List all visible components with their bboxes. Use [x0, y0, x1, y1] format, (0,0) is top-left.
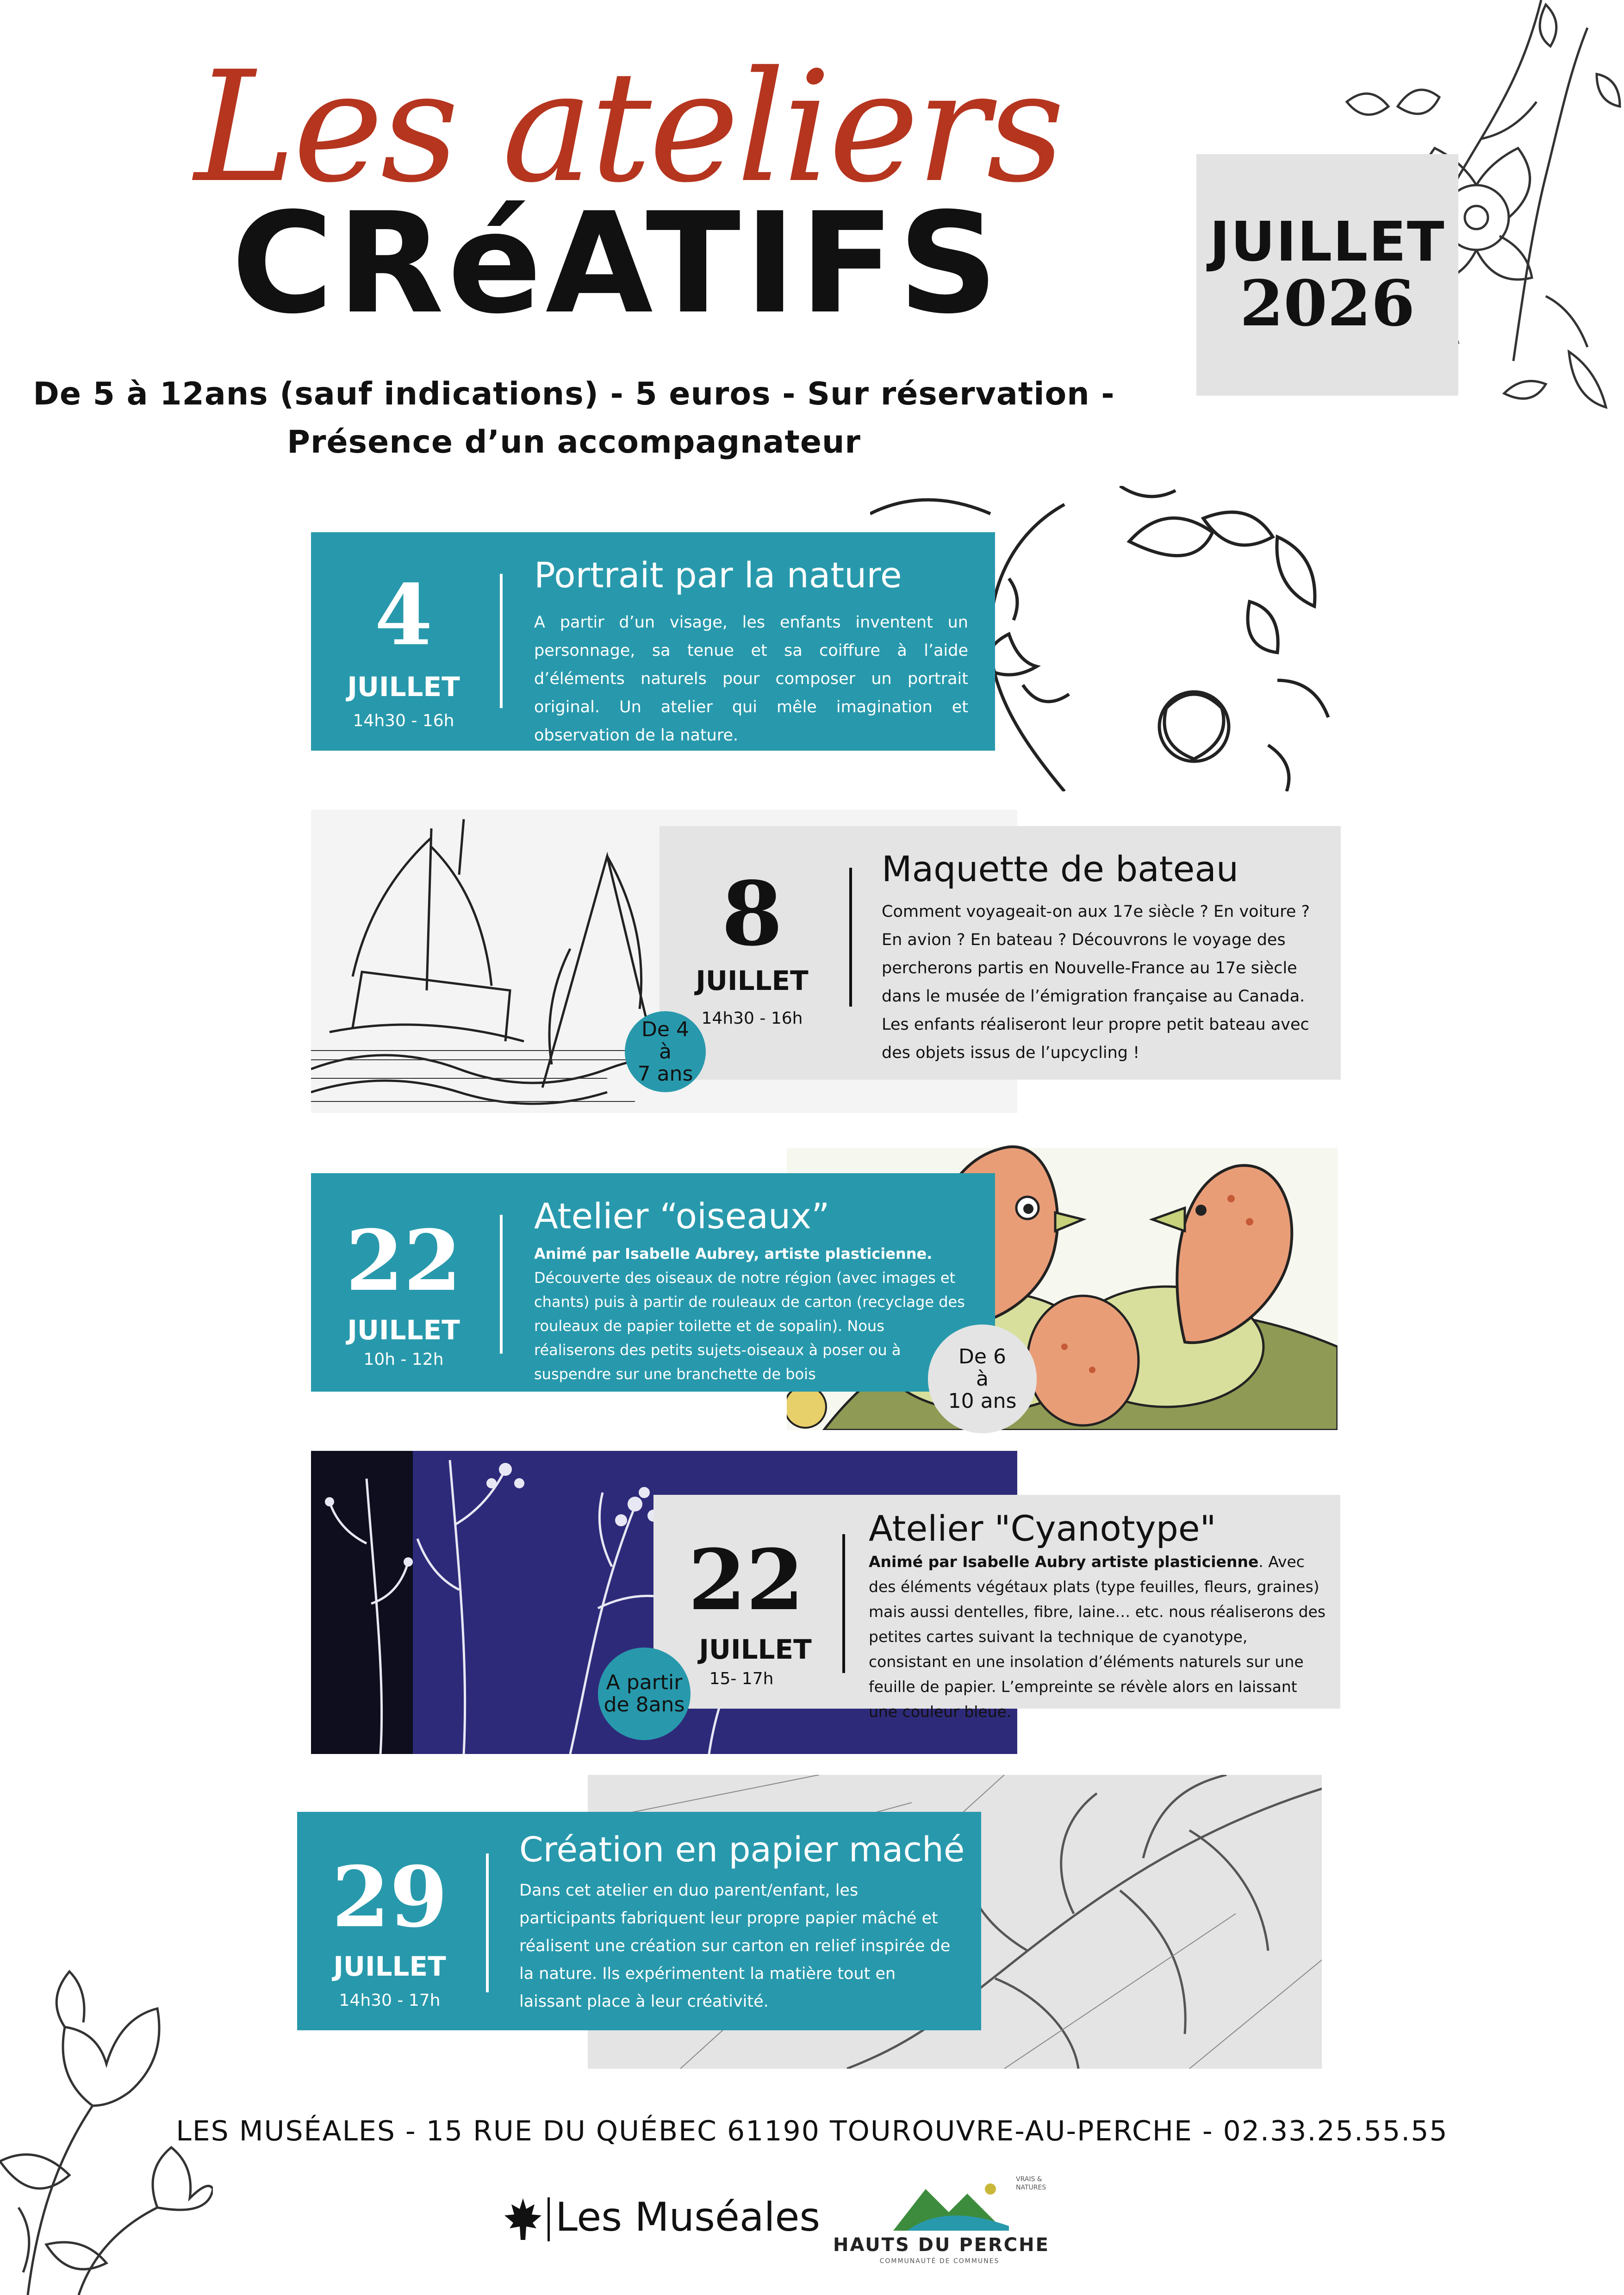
workshop-description-line: Les enfants réaliseront leur propre petit bateau avec	[882, 1015, 1309, 1034]
workshop-description-text: Découverte des oiseaux de notre région (avec images et chants) puis à partir de rouleaux de carton (recyclage des rouleaux de papier toilette et de sopalin). Nous réaliserons des petits sujets-oiseaux à poser ou à suspendre sur une branchette de bois	[534, 1269, 965, 1383]
logo-hauts-small: VRAIS & NATURES	[1016, 2176, 1046, 2191]
logo-museales: Les Muséales	[555, 2194, 821, 2240]
age-badge	[625, 1011, 706, 1092]
workshop-card-bateau	[660, 826, 1341, 1080]
workshop-month: JUILLET	[696, 965, 809, 996]
workshop-time: 15- 17h	[709, 1669, 774, 1688]
age-badge-line: De 6	[958, 1344, 1006, 1368]
month-badge	[1196, 154, 1458, 396]
workshop-description	[869, 1549, 1327, 1724]
workshop-description	[534, 1242, 969, 1386]
workshop-card-cyanotype	[653, 1495, 1340, 1721]
workshop-month: JUILLET	[347, 1314, 460, 1346]
workshop-time: 14h30 - 17h	[339, 1991, 441, 2010]
workshop-description-line: Comment voyageait-on aux 17e siècle ? En voiture ?	[882, 902, 1310, 921]
subtitle-line-1: De 5 à 12ans (sauf indications) - 5 euros - Sur réservation -	[33, 376, 1115, 412]
workshop-description-line: dans le musée de l’émigration française au Canada.	[882, 987, 1305, 1006]
age-badge-line: 7 ans	[637, 1062, 693, 1086]
age-badge-line: A partir	[606, 1671, 683, 1694]
workshop-description-line: percherons partis en Nouvelle-France au 17e siècle	[882, 959, 1297, 977]
age-badge-line: 10 ans	[948, 1389, 1017, 1413]
workshop-day: 4	[374, 566, 433, 664]
tulip-decoration-bottom	[0, 1921, 213, 2295]
workshop-day: 22	[345, 1212, 462, 1310]
workshop-description: A partir d’un visage, les enfants inventent un personnage, sa tenue et sa coiffure à l’aide d’éléments naturels pour composer un portrait original. Un atelier qui mêle imagination et observation de la nature.	[534, 613, 968, 745]
month-badge-month: JUILLET	[1209, 209, 1445, 274]
card-divider	[500, 574, 503, 708]
card-divider	[842, 1534, 845, 1673]
age-badge-line: à	[659, 1039, 672, 1064]
workshop-description-text: . Avec des éléments végétaux plats (type feuilles, fleurs, graines) mais aussi dentelles, fibre, laine… etc. nous réaliserons des petites cartes suivant la technique de cyanotype, consistant en une insolation d’éléments naturels sur une feuille de papier. L’empreinte se révèle alors en laissant une couleur bleue.	[869, 1553, 1326, 1721]
age-badge	[928, 1325, 1037, 1433]
logo-museales-divider	[548, 2197, 550, 2241]
logo-hauts-du-perche: HAUTS DU PERCHE	[833, 2234, 1050, 2256]
month-badge-year: 2026	[1239, 266, 1415, 341]
workshop-month: JUILLET	[333, 1951, 446, 1982]
subtitle-line-2: Présence d’un accompagnateur	[287, 424, 861, 460]
card-divider	[486, 1853, 489, 1992]
workshop-day: 22	[688, 1531, 804, 1629]
workshop-lead: Animé par Isabelle Aubry artiste plasticienne	[869, 1553, 1259, 1571]
workshop-description-line: des objets issus de l’upcycling !	[882, 1044, 1140, 1062]
main-title-bold: CRéATIFS	[231, 183, 1002, 344]
workshop-description-line: En avion ? En bateau ? Découvrons le voyage des	[882, 931, 1286, 949]
workshop-title: Maquette de bateau	[882, 848, 1239, 889]
age-badge-line: De 4	[641, 1017, 689, 1041]
workshop-day: 8	[721, 862, 783, 965]
workshop-description	[882, 898, 1326, 1067]
workshop-description: Dans cet atelier en duo parent/enfant, les participants fabriquent leur propre papier mâché et réalisent une création sur carton en relief inspirée de la nature. Ils expérimentent la matière tout en laissant place à leur créativité.	[519, 1881, 951, 2011]
workshop-title: Portrait par la nature	[534, 554, 902, 596]
card-divider	[500, 1215, 503, 1354]
main-title-script: Les ateliers	[194, 38, 1062, 216]
workshop-title: Atelier “oiseaux”	[534, 1195, 830, 1237]
footer-address: LES MUSÉALES - 15 RUE DU QUÉBEC 61190 TOUROUVRE-AU-PERCHE - 02.33.25.55.55	[176, 2115, 1448, 2147]
workshop-card-oiseaux	[311, 1173, 995, 1392]
logo-hauts-sub: COMMUNAUTÉ DE COMMUNES	[879, 2258, 1000, 2265]
workshop-card-portrait	[311, 532, 995, 751]
workshop-card-papier-mache	[297, 1812, 981, 2030]
subtitle	[0, 370, 1148, 466]
workshop-time: 14h30 - 16h	[353, 711, 454, 730]
age-badge-line: à	[976, 1367, 989, 1391]
workshop-title: Atelier "Cyanotype"	[869, 1508, 1216, 1549]
age-badge	[598, 1648, 691, 1740]
workshop-time: 14h30 - 16h	[701, 1009, 803, 1028]
maple-leaf-icon	[502, 2196, 544, 2242]
card-divider	[849, 868, 852, 1007]
workshop-month: JUILLET	[699, 1634, 812, 1665]
hills-logo-icon	[889, 2175, 1014, 2231]
workshop-time: 10h - 12h	[363, 1350, 444, 1369]
age-badge-line: de 8ans	[604, 1693, 685, 1717]
workshop-month: JUILLET	[347, 671, 460, 703]
workshop-lead: Animé par Isabelle Aubrey, artiste plasticienne.	[534, 1245, 933, 1263]
workshop-title: Création en papier maché	[519, 1830, 965, 1870]
workshop-day: 29	[331, 1848, 448, 1946]
